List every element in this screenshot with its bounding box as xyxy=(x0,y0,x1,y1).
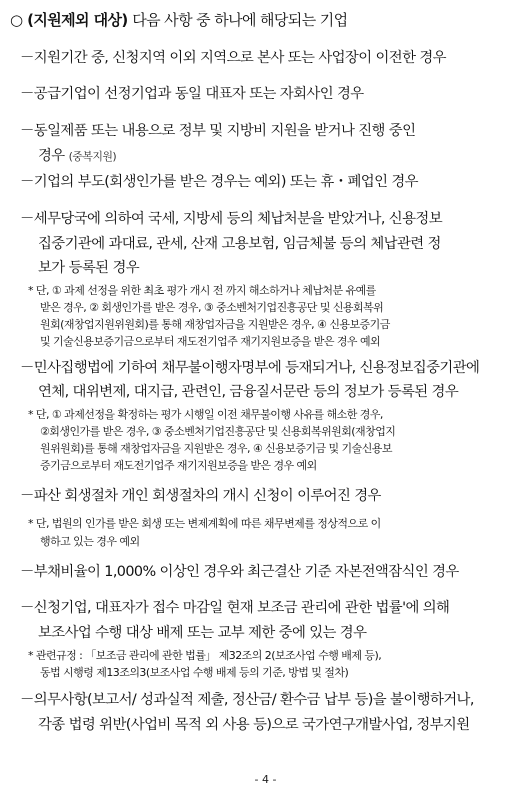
heading-text: 다음 사항 중 하나에 해당되는 기업 xyxy=(132,11,348,29)
item-subsidy-restriction-cont: 보조사업 수행 대상 배제 또는 교부 제한 중에 있는 경우 xyxy=(38,625,367,641)
item-text: 경우 xyxy=(38,148,65,164)
item-insolvency: －파산 회생절차 개인 회생절차의 개시 신청이 이루어진 경우 xyxy=(20,488,381,504)
note-tax-exception-cont: 및 기술신용보증기금으로부터 재도전기업주 재기지원보증을 받은 경우 예외 xyxy=(40,335,381,348)
item-duplicate-support: －동일제품 또는 내용으로 정부 및 지방비 지원을 받거나 진행 중인 xyxy=(20,123,416,139)
item-small-note: (중복지원) xyxy=(68,150,117,163)
item-obligation-violation-cont: 각종 법령 위반(사업비 목적 외 사용 등)으로 국가연구개발사업, 정부지원 xyxy=(38,717,470,733)
item-same-representative: －공급기업이 선정기업과 동일 대표자 또는 자회사인 경우 xyxy=(20,86,364,102)
item-tax-delinquency-cont: 집중기관에 과대료, 관세, 산재 고용보험, 임금체불 등의 체납관련 정 xyxy=(38,236,441,252)
item-bankruptcy: －기업의 부도(회생인가를 받은 경우는 예외) 또는 휴・폐업인 경우 xyxy=(20,174,418,190)
item-relocation: －지원기간 중, 신청지역 이외 지역으로 본사 또는 사업장이 이전한 경우 xyxy=(20,50,446,66)
note-default-exception-cont: 증기금으로부터 재도전기업주 재기지원보증을 받은 경우 예외 xyxy=(40,459,317,472)
note-default-exception: * 단, ① 과제선정을 확정하는 평가 시행일 이전 채무불이행 사유를 해소한 경우, xyxy=(28,408,383,421)
heading-label: (지원제외 대상) xyxy=(27,11,128,29)
item-debt-ratio: －부채비율이 1,000% 이상인 경우와 최근결산 기준 자본전액잠식인 경우 xyxy=(20,564,459,580)
item-duplicate-support-cont xyxy=(38,144,116,165)
note-tax-exception-cont: 받은 경우, ② 회생인가를 받은 경우, ③ 중소벤처기업진흥공단 및 신용회복위 xyxy=(40,301,384,314)
note-default-exception-cont: 원위원회)를 통해 재창업자금을 지원받은 경우, ④ 신용보증기금 및 기술신용보 xyxy=(40,442,392,455)
item-default-registry-cont: 연체, 대위변제, 대지급, 관련인, 금융질서문란 등의 정보가 등록된 경우 xyxy=(38,384,459,400)
note-insolvency-exception: * 단, 법원의 인가를 받은 회생 또는 변제계획에 따른 채무변제를 정상적으로 이 xyxy=(28,517,381,530)
item-obligation-violation: －의무사항(보고서/ 성과실적 제출, 정산금/ 환수금 납부 등)을 불이행하거나, xyxy=(20,692,474,708)
note-related-regulation: * 관련규정 : 「보조금 관리에 관한 법률」 제32조의 2(보조사업 수행 배제 등), xyxy=(28,649,382,662)
note-tax-exception: * 단, ① 과제 선정을 위한 최초 평가 개시 전 까지 해소하거나 체납처분 유예를 xyxy=(28,284,376,297)
note-tax-exception-cont: 원회(재창업지원위원회)를 통해 재창업자금을 지원받은 경우, ④ 신용보증기금 xyxy=(40,318,390,331)
item-default-registry: －민사집행법에 기하여 채무불이행자명부에 등재되거나, 신용정보집중기관에 xyxy=(20,360,480,376)
page-number: - 4 - xyxy=(254,773,277,786)
section-heading xyxy=(10,9,348,30)
note-related-regulation-cont: 동법 시행령 제13조의3(보조사업 수행 배제 등의 기준, 방법 및 절차) xyxy=(40,666,349,679)
note-default-exception-cont: ②회생인가를 받은 경우, ③ 중소벤처기업진흥공단 및 신용회복위원회(재창업지 xyxy=(40,425,396,438)
circle-bullet: ○ xyxy=(10,11,23,29)
note-insolvency-exception-cont: 행하고 있는 경우 예외 xyxy=(40,535,140,548)
item-subsidy-restriction: －신청기업, 대표자가 접수 마감일 현재 보조금 관리에 관한 법률'에 의해 xyxy=(20,600,450,616)
item-tax-delinquency: －세무당국에 의하여 국세, 지방세 등의 체납처분을 받았거나, 신용정보 xyxy=(20,211,443,227)
item-tax-delinquency-cont: 보가 등록된 경우 xyxy=(38,260,140,276)
